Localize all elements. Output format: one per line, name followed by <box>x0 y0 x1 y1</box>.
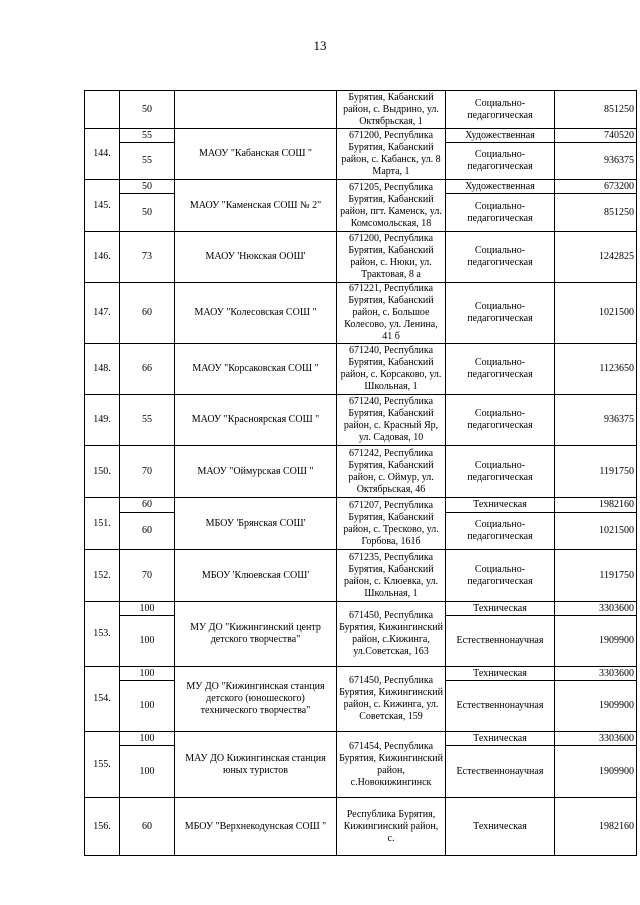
amount-cell: 1191750 <box>555 550 637 602</box>
amount-cell: 1191750 <box>555 446 637 498</box>
institution-name-cell: МАОУ "Кабанская СОШ " <box>175 129 337 180</box>
count-cell: 60 <box>120 513 175 550</box>
address-cell: 671240, Республика Бурятия, Кабанский район, с. Корсаково, ул. Школьная, 1 <box>337 344 446 395</box>
direction-cell: Социально-педагогическая <box>446 513 555 550</box>
amount-cell: 1242825 <box>555 232 637 283</box>
direction-cell: Техническая <box>446 667 555 681</box>
row-number-cell: 154. <box>85 667 120 732</box>
amount-cell: 851250 <box>555 91 637 129</box>
count-cell: 100 <box>120 732 175 746</box>
direction-cell: Социально-педагогическая <box>446 550 555 602</box>
amount-cell: 936375 <box>555 143 637 180</box>
amount-cell: 3303600 <box>555 667 637 681</box>
count-cell: 100 <box>120 602 175 616</box>
count-cell: 50 <box>120 180 175 194</box>
amount-cell: 1982160 <box>555 498 637 513</box>
count-cell: 100 <box>120 746 175 798</box>
count-cell: 55 <box>120 129 175 143</box>
direction-cell: Художественная <box>446 180 555 194</box>
direction-cell: Художественная <box>446 129 555 143</box>
address-cell: 671454, Республика Бурятия, Кижингинский район, с.Новокижингинск <box>337 732 446 798</box>
institution-name-cell <box>175 91 337 129</box>
page-number: 13 <box>313 38 327 53</box>
direction-cell: Социально-педагогическая <box>446 283 555 344</box>
institution-name-cell: МАОУ "Красноярская СОШ " <box>175 395 337 446</box>
row-number-cell: 144. <box>85 129 120 180</box>
direction-cell: Естественнонаучная <box>446 616 555 667</box>
direction-cell: Социально-педагогическая <box>446 395 555 446</box>
institution-name-cell: МБОУ 'Брянская СОШ' <box>175 498 337 550</box>
amount-cell: 1909900 <box>555 746 637 798</box>
amount-cell: 3303600 <box>555 602 637 616</box>
table-row <box>85 91 637 129</box>
count-cell: 70 <box>120 550 175 602</box>
table-row <box>85 602 637 616</box>
count-cell: 100 <box>120 681 175 732</box>
table-row <box>85 395 637 446</box>
address-cell: 671200, Республика Бурятия, Кабанский район, с. Кабанск, ул. 8 Марта, 1 <box>337 129 446 180</box>
amount-cell: 3303600 <box>555 732 637 746</box>
row-number-cell: 145. <box>85 180 120 232</box>
table-row <box>85 129 637 143</box>
row-number-cell: 156. <box>85 798 120 856</box>
address-cell: 671200, Республика Бурятия, Кабанский район, с. Нюки, ул. Трактовая, 8 а <box>337 232 446 283</box>
count-cell: 50 <box>120 91 175 129</box>
count-cell: 70 <box>120 446 175 498</box>
institution-name-cell: МАОУ "Колесовская СОШ " <box>175 283 337 344</box>
institution-name-cell: МУ ДО "Кижингинский центр детского творчества" <box>175 602 337 667</box>
table-row <box>85 180 637 194</box>
direction-cell: Социально-педагогическая <box>446 194 555 232</box>
row-number-cell: 153. <box>85 602 120 667</box>
row-number-cell: 151. <box>85 498 120 550</box>
count-cell: 50 <box>120 194 175 232</box>
direction-cell: Социально-педагогическая <box>446 344 555 395</box>
direction-cell: Техническая <box>446 602 555 616</box>
table-row <box>85 498 637 513</box>
row-number-cell: 146. <box>85 232 120 283</box>
address-cell: 671205, Республика Бурятия, Кабанский район, пгт. Каменск, ул. Комсомольская, 18 <box>337 180 446 232</box>
address-cell: 671240, Республика Бурятия, Кабанский район, с. Красный Яр, ул. Садовая, 10 <box>337 395 446 446</box>
table-row <box>85 550 637 602</box>
address-cell: Республика Бурятия, Кижингинский район, с. <box>337 798 446 856</box>
address-cell: Бурятия, Кабанский район, с. Выдрино, ул. Октябрьская, 1 <box>337 91 446 129</box>
count-cell: 60 <box>120 798 175 856</box>
institution-name-cell: МБОУ 'Клюевская СОШ' <box>175 550 337 602</box>
direction-cell: Социально-педагогическая <box>446 232 555 283</box>
count-cell: 100 <box>120 667 175 681</box>
amount-cell: 851250 <box>555 194 637 232</box>
institutions-table <box>84 90 637 856</box>
institution-name-cell: МАОУ 'Нюкская ООШ' <box>175 232 337 283</box>
amount-cell: 1021500 <box>555 283 637 344</box>
count-cell: 60 <box>120 283 175 344</box>
row-number-cell: 149. <box>85 395 120 446</box>
amount-cell: 1123650 <box>555 344 637 395</box>
direction-cell: Социально-педагогическая <box>446 91 555 129</box>
institution-name-cell: МУ ДО "Кижингинская станция детского (юношеского) технического творчества" <box>175 667 337 732</box>
row-number-cell: 147. <box>85 283 120 344</box>
amount-cell: 740520 <box>555 129 637 143</box>
amount-cell: 936375 <box>555 395 637 446</box>
table-row <box>85 446 637 498</box>
count-cell: 73 <box>120 232 175 283</box>
count-cell: 66 <box>120 344 175 395</box>
address-cell: 671242, Республика Бурятия, Кабанский район, с. Оймур, ул. Октябрьская, 46 <box>337 446 446 498</box>
table-row <box>85 732 637 746</box>
row-number-cell <box>85 91 120 129</box>
institution-name-cell: МБОУ "Верхнекодунская СОШ " <box>175 798 337 856</box>
address-cell: 671450, Республика Бурятия, Кижингинский район, с.Кижинга, ул.Советская, 163 <box>337 602 446 667</box>
row-number-cell: 155. <box>85 732 120 798</box>
direction-cell: Естественнонаучная <box>446 681 555 732</box>
institution-name-cell: МАУ ДО Кижингинская станция юных туристов <box>175 732 337 798</box>
table-row <box>85 667 637 681</box>
count-cell: 100 <box>120 616 175 667</box>
direction-cell: Естественнонаучная <box>446 746 555 798</box>
table-row <box>85 283 637 344</box>
direction-cell: Техническая <box>446 732 555 746</box>
institution-name-cell: МАОУ "Корсаковская СОШ " <box>175 344 337 395</box>
table-row <box>85 344 637 395</box>
count-cell: 60 <box>120 498 175 513</box>
address-cell: 671235, Республика Бурятия, Кабанский район, с. Клюевка, ул. Школьная, 1 <box>337 550 446 602</box>
count-cell: 55 <box>120 143 175 180</box>
institution-name-cell: МАОУ "Оймурская СОШ " <box>175 446 337 498</box>
address-cell: 671207, Республика Бурятия, Кабанский район, с. Тресково, ул. Горбова, 161б <box>337 498 446 550</box>
institution-name-cell: МАОУ "Каменская СОШ № 2" <box>175 180 337 232</box>
direction-cell: Социально-педагогическая <box>446 446 555 498</box>
amount-cell: 1909900 <box>555 681 637 732</box>
row-number-cell: 152. <box>85 550 120 602</box>
table-row <box>85 798 637 856</box>
address-cell: 671221, Республика Бурятия, Кабанский район, с. Большое Колесово, ул. Ленина, 41 б <box>337 283 446 344</box>
count-cell: 55 <box>120 395 175 446</box>
direction-cell: Социально-педагогическая <box>446 143 555 180</box>
address-cell: 671450, Республика Бурятия, Кижингинский район, с. Кижинга, ул. Советская, 159 <box>337 667 446 732</box>
row-number-cell: 148. <box>85 344 120 395</box>
direction-cell: Техническая <box>446 498 555 513</box>
direction-cell: Техническая <box>446 798 555 856</box>
amount-cell: 673200 <box>555 180 637 194</box>
amount-cell: 1909900 <box>555 616 637 667</box>
amount-cell: 1021500 <box>555 513 637 550</box>
amount-cell: 1982160 <box>555 798 637 856</box>
table-row <box>85 232 637 283</box>
row-number-cell: 150. <box>85 446 120 498</box>
